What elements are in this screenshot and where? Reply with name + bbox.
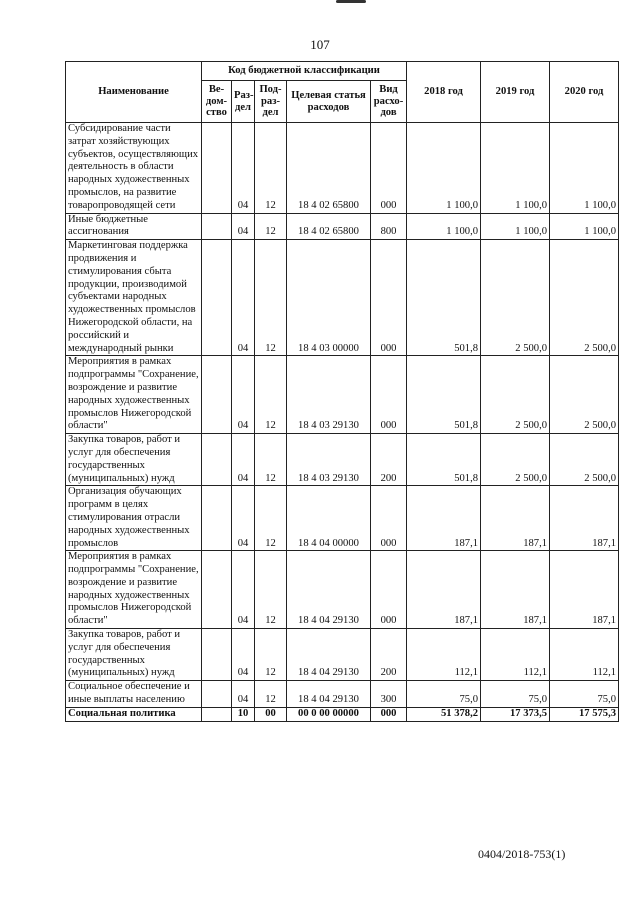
row-value-2018: 501,8 [407, 434, 481, 486]
row-value-2020: 112,1 [550, 629, 619, 681]
header-target: Целевая статья расходов [287, 81, 371, 123]
header-2019: 2019 год [481, 62, 550, 123]
row-ved [202, 707, 232, 721]
row-razdel: 04 [232, 629, 255, 681]
row-razdel: 04 [232, 434, 255, 486]
row-value-2019: 187,1 [481, 486, 550, 551]
row-podrazdel: 12 [255, 240, 287, 356]
row-ved [202, 551, 232, 629]
row-podrazdel: 12 [255, 629, 287, 681]
table-row [66, 486, 619, 551]
row-value-2019: 2 500,0 [481, 356, 550, 434]
row-value-2020: 17 575,3 [550, 707, 619, 721]
row-value-2019: 2 500,0 [481, 240, 550, 356]
row-ved [202, 123, 232, 214]
header-classification-group: Код бюджетной классификации [202, 62, 407, 81]
row-value-2018: 1 100,0 [407, 123, 481, 214]
table-row [66, 123, 619, 214]
row-name: Мероприятия в рамках подпрограммы "Сохранение, возрождение и развитие народных художественных промыслов Нижегородской области" [66, 551, 202, 629]
row-podrazdel: 12 [255, 681, 287, 708]
row-value-2019: 1 100,0 [481, 123, 550, 214]
row-name: Субсидирование части затрат хозяйствующих субъектов, осуществляющих деятельность в области народных художественных промыслов, на развитие товаропроводящей сети [66, 123, 202, 214]
row-vid: 800 [371, 213, 407, 240]
row-podrazdel: 12 [255, 213, 287, 240]
row-value-2018: 501,8 [407, 356, 481, 434]
row-value-2018: 187,1 [407, 486, 481, 551]
row-razdel: 04 [232, 551, 255, 629]
table-row [66, 629, 619, 681]
row-value-2018: 75,0 [407, 681, 481, 708]
row-target: 18 4 04 29130 [287, 551, 371, 629]
row-name: Закупка товаров, работ и услуг для обеспечения государственных (муниципальных) нужд [66, 629, 202, 681]
row-name: Социальное обеспечение и иные выплаты населению [66, 681, 202, 708]
row-podrazdel: 12 [255, 551, 287, 629]
row-value-2019: 112,1 [481, 629, 550, 681]
row-vid: 000 [371, 551, 407, 629]
header-ved: Ве- дом- ство [202, 81, 232, 123]
page-number: 107 [310, 37, 330, 52]
header-2018: 2018 год [407, 62, 481, 123]
row-value-2020: 187,1 [550, 486, 619, 551]
row-target: 18 4 03 00000 [287, 240, 371, 356]
row-value-2020: 1 100,0 [550, 123, 619, 214]
row-target: 00 0 00 00000 [287, 707, 371, 721]
scan-mark [336, 0, 366, 3]
row-razdel: 04 [232, 213, 255, 240]
row-vid: 200 [371, 629, 407, 681]
header-name: Наименование [66, 62, 202, 123]
row-value-2020: 1 100,0 [550, 213, 619, 240]
row-name: Маркетинговая поддержка продвижения и стимулирования сбыта продукции, производимой субъектами народных художественных промыслов Нижегородской области, на российский и международный рынки [66, 240, 202, 356]
row-razdel: 04 [232, 240, 255, 356]
row-podrazdel: 12 [255, 486, 287, 551]
row-vid: 000 [371, 240, 407, 356]
row-ved [202, 486, 232, 551]
row-value-2019: 187,1 [481, 551, 550, 629]
row-value-2018: 501,8 [407, 240, 481, 356]
row-podrazdel: 12 [255, 434, 287, 486]
row-name: Иные бюджетные ассигнования [66, 213, 202, 240]
table-row [66, 356, 619, 434]
row-vid: 000 [371, 486, 407, 551]
row-name: Закупка товаров, работ и услуг для обеспечения государственных (муниципальных) нужд [66, 434, 202, 486]
row-target: 18 4 03 29130 [287, 434, 371, 486]
row-podrazdel: 00 [255, 707, 287, 721]
row-ved [202, 356, 232, 434]
row-value-2019: 17 373,5 [481, 707, 550, 721]
header-razdel: Раз- дел [232, 81, 255, 123]
row-target: 18 4 04 29130 [287, 629, 371, 681]
row-name: Социальная политика [66, 707, 202, 721]
header-podrazdel: Под- раз- дел [255, 81, 287, 123]
row-value-2018: 112,1 [407, 629, 481, 681]
row-razdel: 04 [232, 486, 255, 551]
row-value-2019: 75,0 [481, 681, 550, 708]
row-value-2020: 2 500,0 [550, 240, 619, 356]
row-target: 18 4 02 65800 [287, 123, 371, 214]
row-value-2020: 187,1 [550, 551, 619, 629]
row-razdel: 04 [232, 123, 255, 214]
row-vid: 000 [371, 707, 407, 721]
row-vid: 000 [371, 123, 407, 214]
table-row [66, 240, 619, 356]
row-razdel: 10 [232, 707, 255, 721]
table-row [66, 213, 619, 240]
total-row [66, 707, 619, 721]
row-target: 18 4 04 00000 [287, 486, 371, 551]
row-vid: 300 [371, 681, 407, 708]
row-value-2018: 51 378,2 [407, 707, 481, 721]
row-razdel: 04 [232, 681, 255, 708]
row-value-2020: 2 500,0 [550, 434, 619, 486]
header-2020: 2020 год [550, 62, 619, 123]
table-row [66, 434, 619, 486]
row-value-2020: 75,0 [550, 681, 619, 708]
table-row [66, 681, 619, 708]
row-name: Мероприятия в рамках подпрограммы "Сохранение, возрождение и развитие народных художественных промыслов Нижегородской области" [66, 356, 202, 434]
row-target: 18 4 04 29130 [287, 681, 371, 708]
row-podrazdel: 12 [255, 123, 287, 214]
row-ved [202, 240, 232, 356]
document-code: 0404/2018-753(1) [478, 847, 566, 861]
row-name: Организация обучающих программ в целях стимулирования отрасли народных художественных промыслов [66, 486, 202, 551]
row-podrazdel: 12 [255, 356, 287, 434]
row-ved [202, 629, 232, 681]
table-row [66, 551, 619, 629]
row-target: 18 4 02 65800 [287, 213, 371, 240]
row-ved [202, 681, 232, 708]
row-ved [202, 434, 232, 486]
table-body [66, 123, 619, 722]
row-value-2018: 1 100,0 [407, 213, 481, 240]
row-vid: 000 [371, 356, 407, 434]
row-vid: 200 [371, 434, 407, 486]
row-razdel: 04 [232, 356, 255, 434]
budget-table [65, 61, 619, 722]
header-vid: Вид расхо- дов [371, 81, 407, 123]
row-ved [202, 213, 232, 240]
row-target: 18 4 03 29130 [287, 356, 371, 434]
row-value-2019: 1 100,0 [481, 213, 550, 240]
row-value-2018: 187,1 [407, 551, 481, 629]
row-value-2020: 2 500,0 [550, 356, 619, 434]
row-value-2019: 2 500,0 [481, 434, 550, 486]
